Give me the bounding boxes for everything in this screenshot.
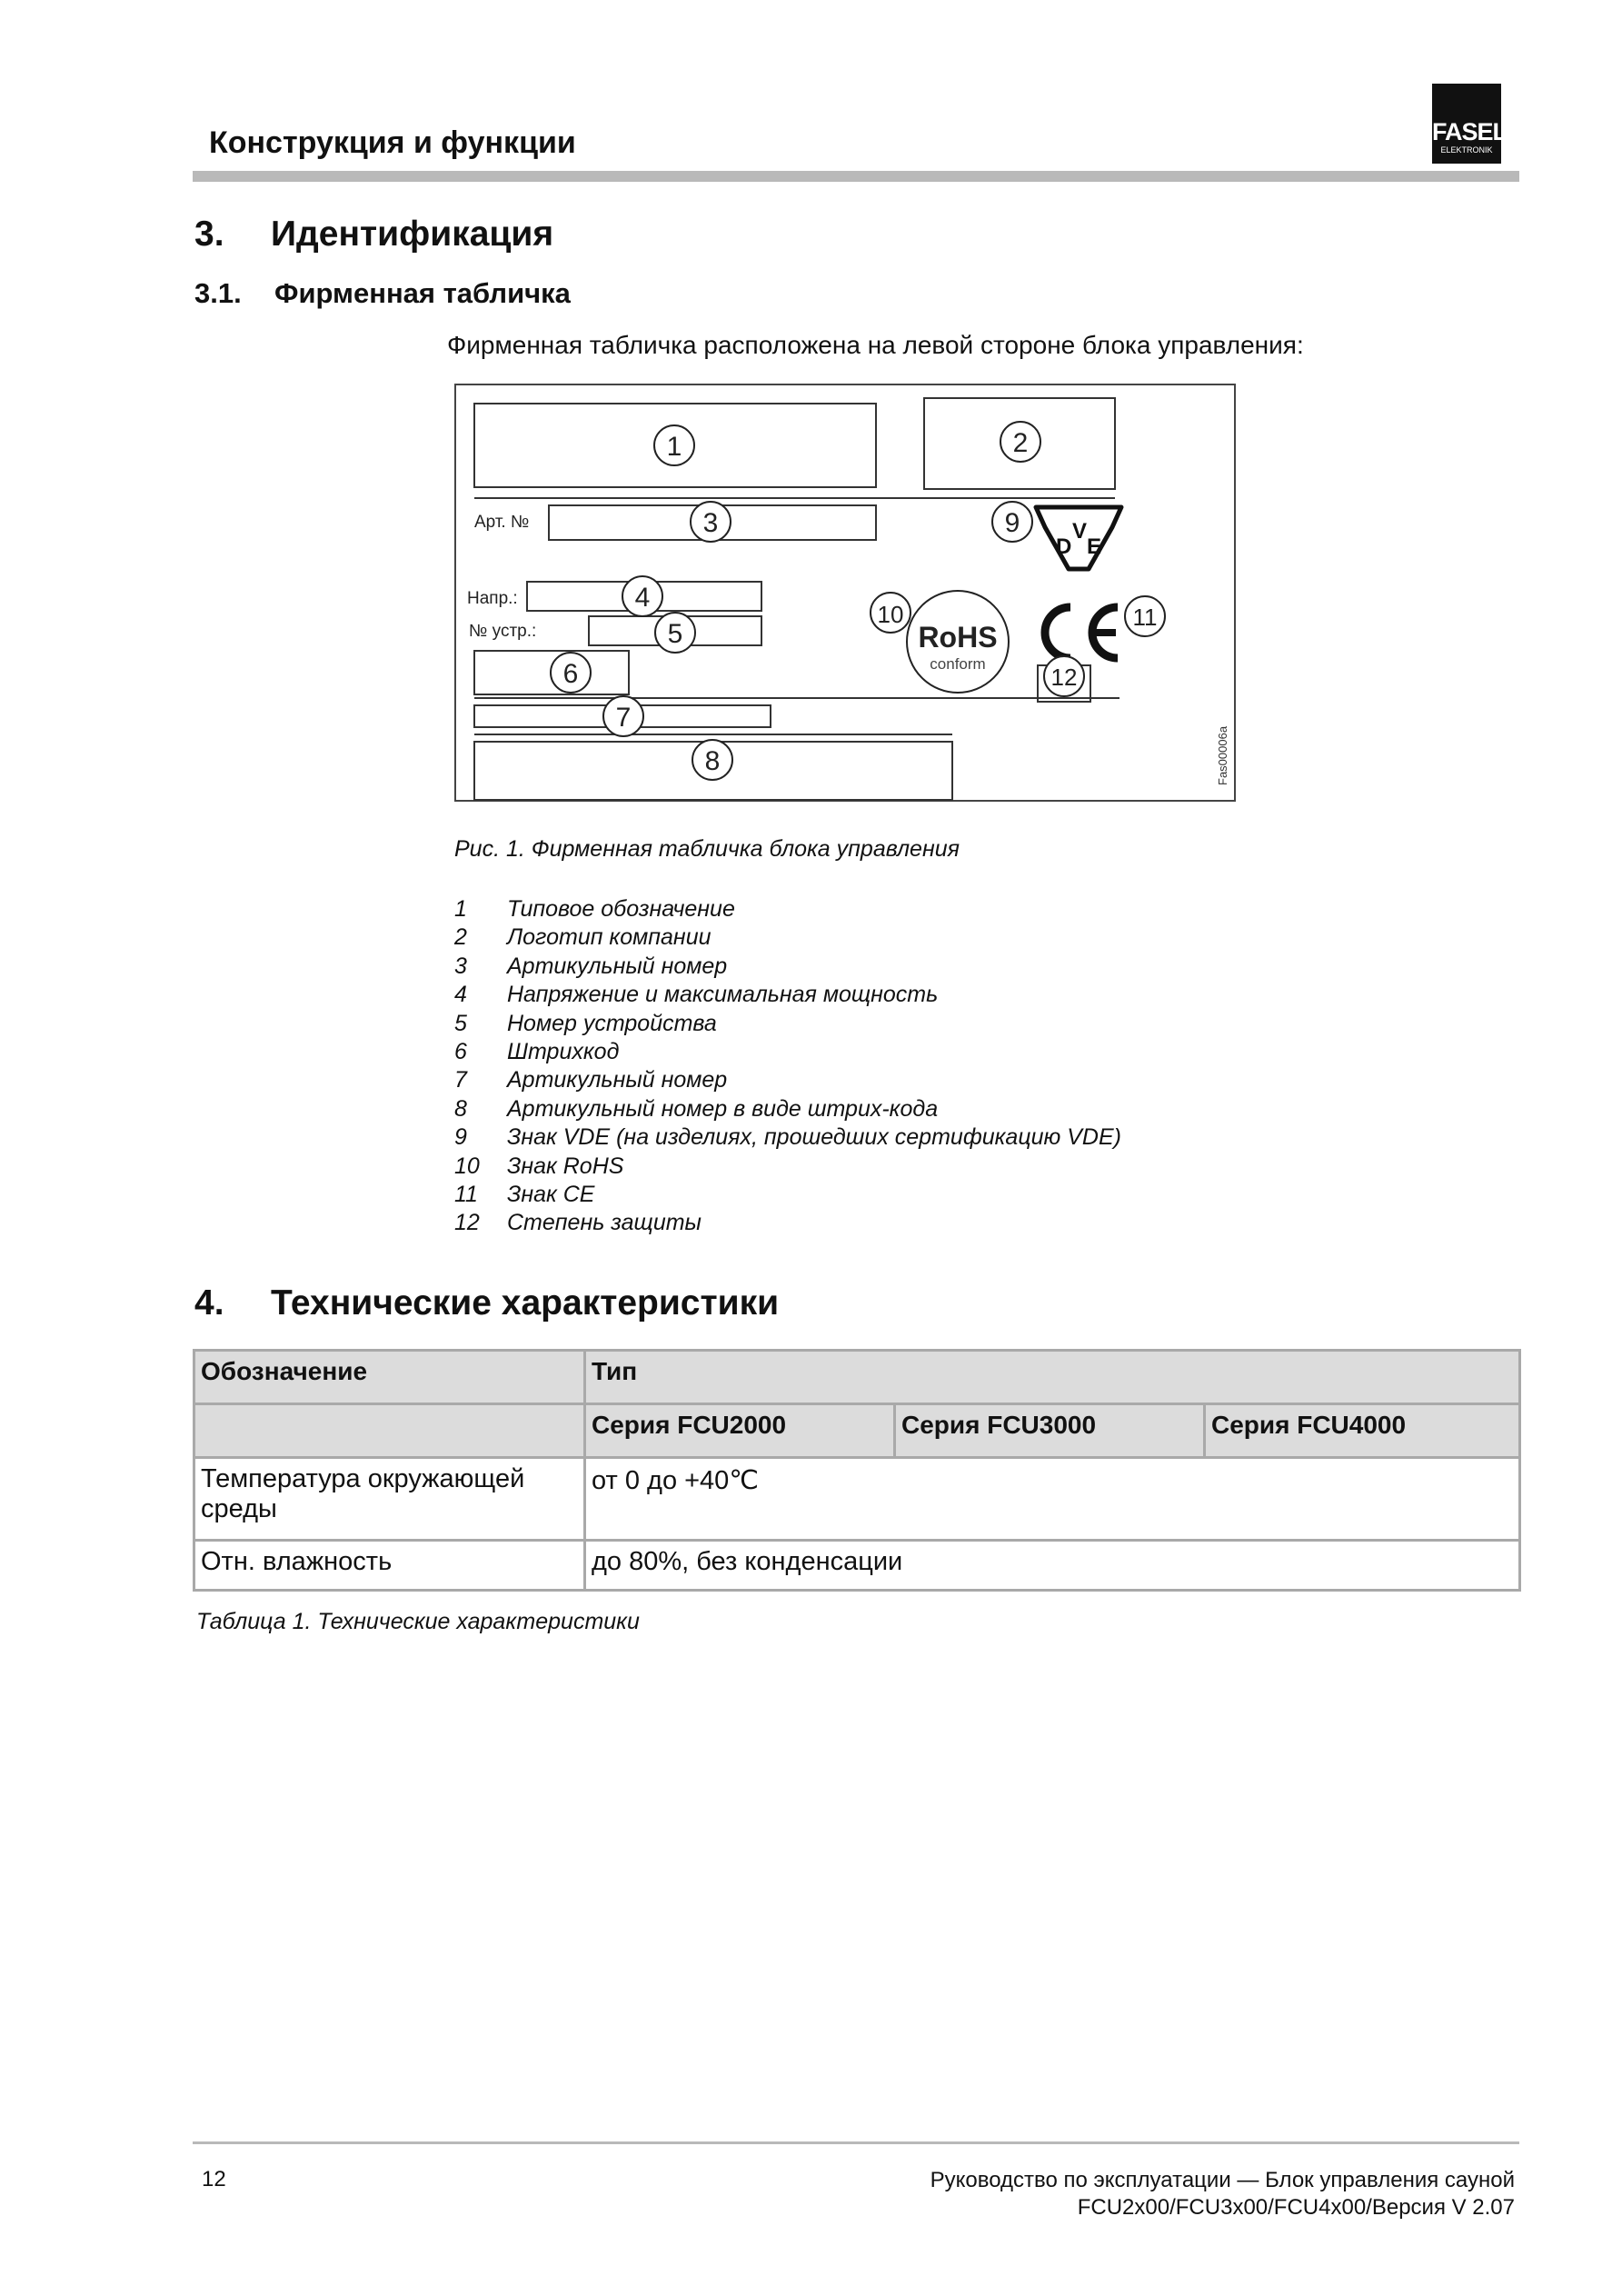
- rohs-text: RoHS: [918, 621, 998, 654]
- page-number: 12: [202, 2167, 226, 2191]
- figure-caption: Рис. 1. Фирменная табличка блока управления: [454, 836, 960, 862]
- callout-11: 11: [1132, 604, 1158, 631]
- legend-item: 5 Номер устройства: [454, 1010, 717, 1036]
- figure-legend: [454, 895, 1121, 1238]
- table-row: [194, 1458, 1520, 1541]
- callout-6: 6: [562, 659, 579, 689]
- callout-12: 12: [1050, 664, 1078, 691]
- footer-line1: Руководство по эксплуатации — Блок управления сауной: [930, 2168, 1515, 2192]
- legend-item: 12 Степень защиты: [454, 1210, 702, 1236]
- footer-doc-info: [930, 2167, 1515, 2221]
- section-3-1-title: Фирменная табличка: [274, 277, 571, 309]
- footer-rule: [193, 2141, 1519, 2144]
- legend-item: 7 Артикульный номер: [454, 1067, 728, 1093]
- figure-code: Fas00006a: [1216, 725, 1229, 785]
- legend-item: 3 Артикульный номер: [454, 953, 728, 979]
- spec-head-designation: Обозначение: [194, 1351, 585, 1404]
- type-plate-drawing: [456, 385, 1238, 804]
- spec-header-row: [194, 1351, 1520, 1404]
- spec-series-fcu2000: Серия FCU2000: [585, 1404, 895, 1458]
- legend-item: 10 Знак RoHS: [454, 1153, 624, 1179]
- legend-item: 9 Знак VDE (на изделиях, прошедших сертификацию VDE): [454, 1124, 1121, 1151]
- callout-2: 2: [1012, 428, 1029, 458]
- volt-label: Напр.:: [467, 589, 518, 608]
- device-label: № устр.:: [469, 622, 537, 641]
- legend-item: 8 Артикульный номер в виде штрих-кода: [454, 1095, 939, 1122]
- svg-text:E: E: [1087, 534, 1102, 559]
- callout-10: 10: [877, 601, 904, 628]
- svg-text:V: V: [1072, 519, 1088, 544]
- table-row: [194, 1541, 1520, 1591]
- rohs-mark: [907, 591, 1009, 693]
- legend-item: 6 Штрихкод: [454, 1039, 620, 1065]
- spec-series-fcu4000: Серия FCU4000: [1205, 1404, 1520, 1458]
- header-section-title: Конструкция и функции: [209, 125, 576, 160]
- type-plate-figure: [454, 384, 1236, 802]
- spec-value: от 0 до +40℃: [585, 1458, 1520, 1541]
- spec-label: Температура окружающей среды: [194, 1458, 585, 1541]
- rohs-sub: conform: [930, 655, 986, 673]
- logo-line1: FASEL: [1432, 118, 1508, 145]
- legend-item: 1 Типовое обозначение: [454, 896, 735, 922]
- section-4-number: 4.: [194, 1283, 224, 1323]
- intro-text: Фирменная табличка расположена на левой стороне блока управления:: [447, 331, 1304, 359]
- svg-text:D: D: [1056, 534, 1072, 559]
- legend-item: 4 Напряжение и максимальная мощность: [454, 982, 939, 1008]
- footer-line2: FCU2x00/FCU3x00/FCU4x00/Версия V 2.07: [1077, 2195, 1515, 2220]
- callout-4: 4: [634, 583, 651, 613]
- callout-7: 7: [615, 703, 632, 733]
- spec-series-fcu3000: Серия FCU3000: [895, 1404, 1205, 1458]
- callout-8: 8: [704, 746, 721, 776]
- section-3-1-number: 3.1.: [194, 277, 242, 309]
- callout-5: 5: [667, 619, 683, 649]
- spec-head-type: Тип: [585, 1351, 1520, 1404]
- legend-item: 2 Логотип компании: [454, 924, 711, 951]
- spec-table: [193, 1349, 1521, 1592]
- spec-series-row: [194, 1404, 1520, 1458]
- callout-1: 1: [666, 432, 682, 462]
- legend-item: 11 Знак CE: [454, 1182, 595, 1208]
- logo-line2: ELEKTRONIK: [1440, 145, 1493, 155]
- section-3-number: 3.: [194, 215, 224, 254]
- spec-label: Отн. влажность: [194, 1541, 585, 1591]
- callout-9: 9: [1004, 508, 1020, 538]
- company-logo: [1432, 84, 1508, 164]
- header-rule: [193, 171, 1519, 182]
- spec-value: до 80%, без конденсации: [585, 1541, 1520, 1591]
- table-caption: Таблица 1. Технические характеристики: [196, 1609, 640, 1634]
- ce-mark: [1045, 607, 1118, 658]
- art-label: Арт. №: [474, 513, 530, 532]
- vde-mark: [1036, 507, 1121, 569]
- callout-3: 3: [702, 508, 719, 538]
- section-3-title: Идентификация: [271, 215, 554, 254]
- section-4-title: Технические характеристики: [271, 1283, 780, 1323]
